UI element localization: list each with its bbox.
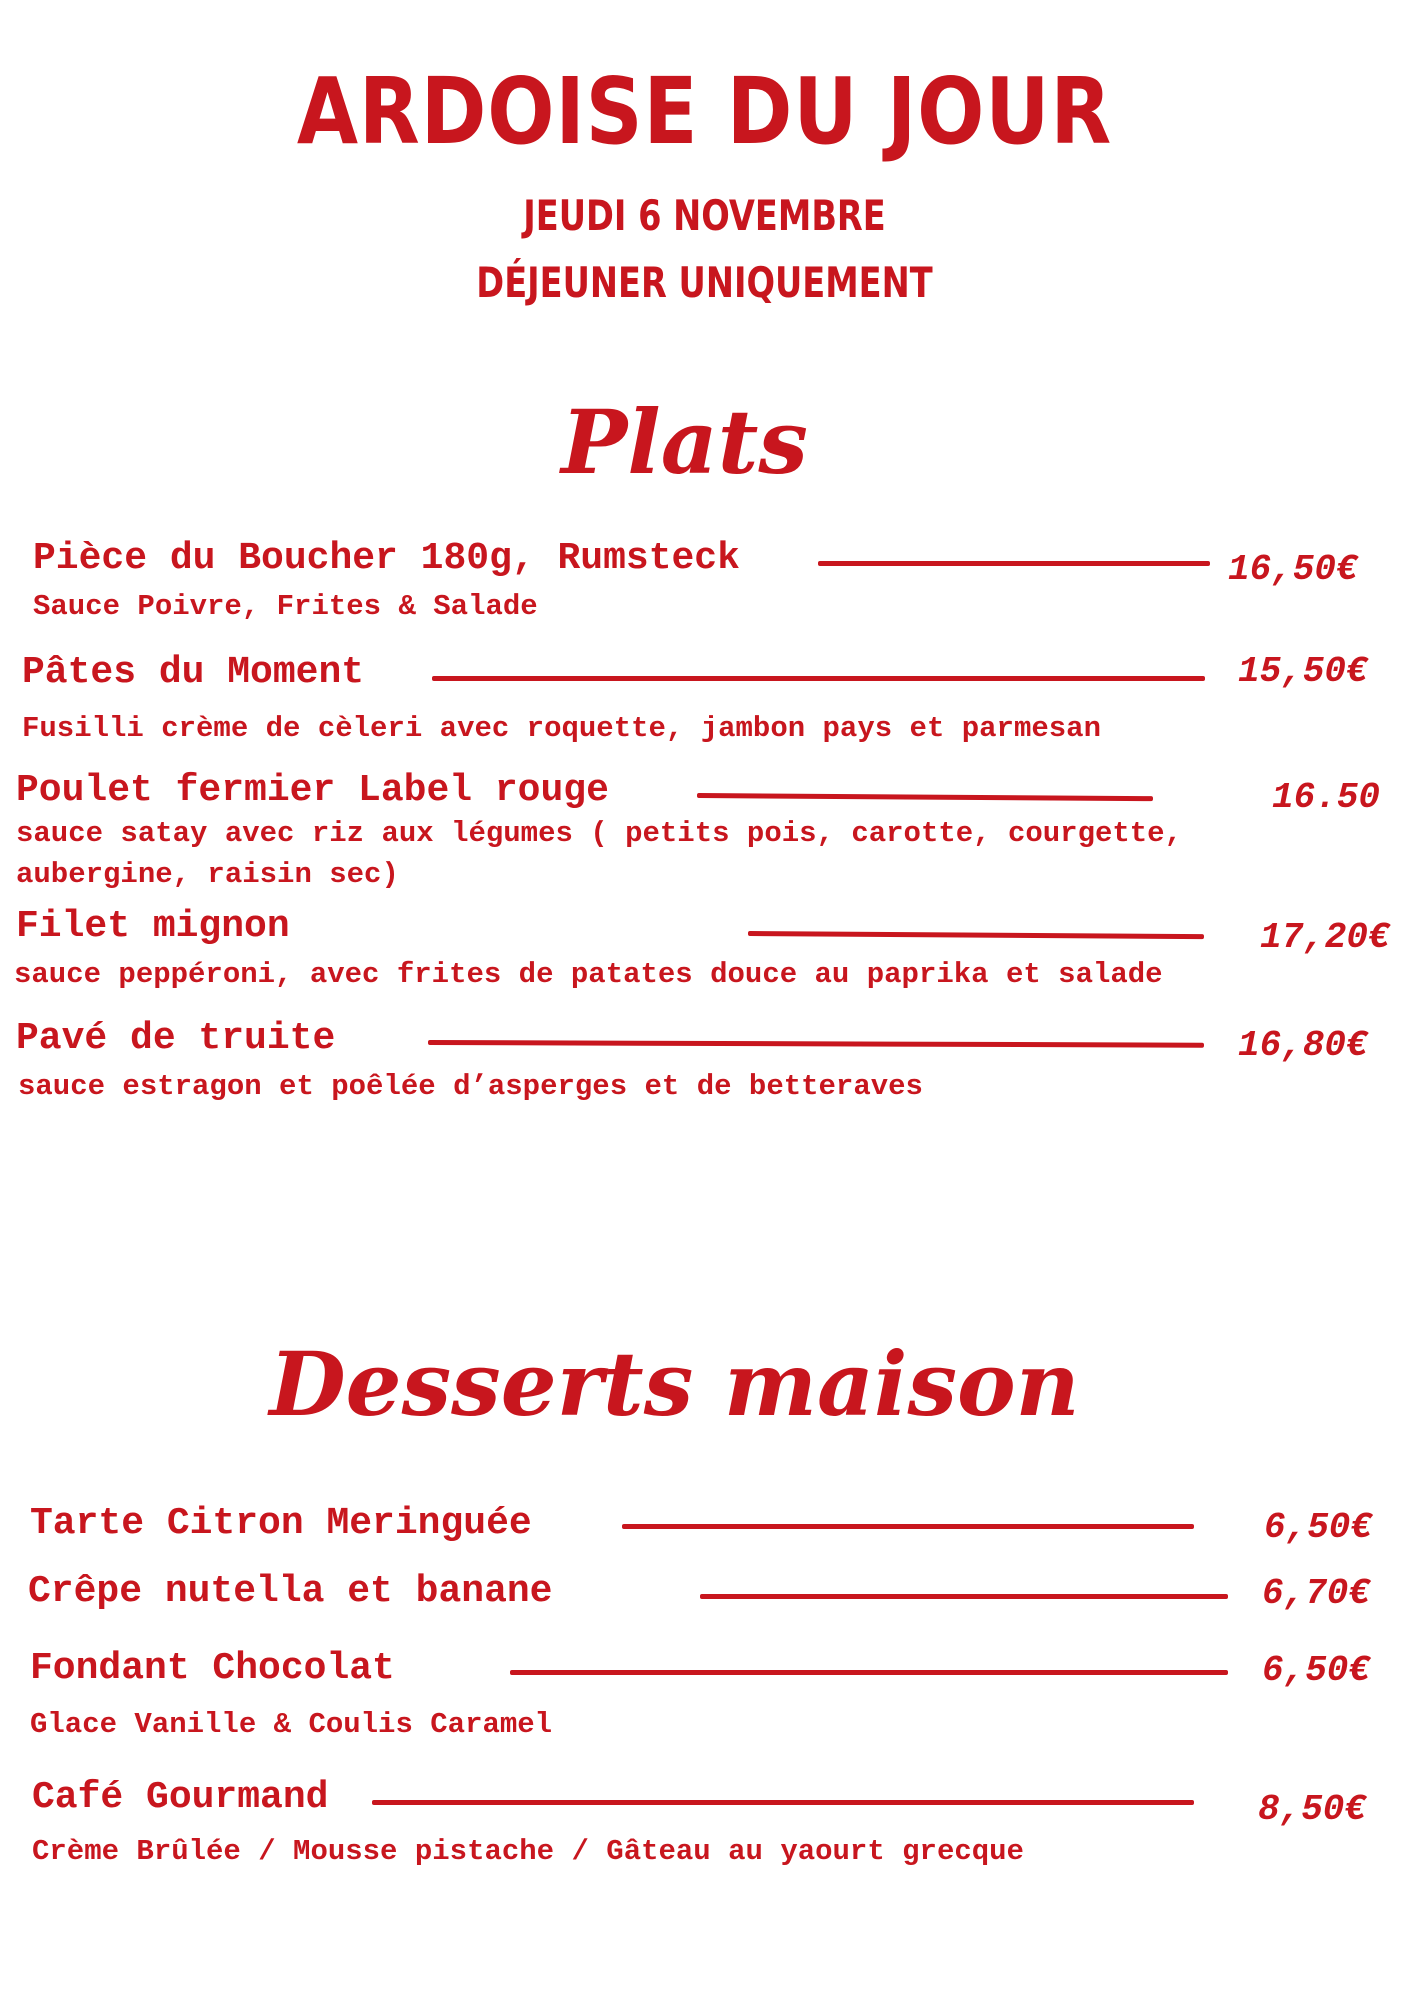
dessert-price: 6,50€ (1264, 1507, 1373, 1548)
dish-name: Pâtes du Moment (22, 651, 365, 694)
dish-description: Fusilli crème de cèleri avec roquette, jambon pays et parmesan (22, 712, 1101, 745)
plats-heading: Plats (561, 390, 808, 494)
dish-description-line: sauce satay avec riz aux légumes ( petits pois, carotte, courgette, (16, 817, 1182, 850)
dish-price: 16.50 (1272, 777, 1381, 818)
dessert-price: 8,50€ (1258, 1789, 1367, 1830)
price-leader-line (428, 1040, 1204, 1048)
dish-price: 17,20€ (1260, 917, 1390, 958)
price-leader-line (818, 561, 1210, 566)
dish-description-line: aubergine, raisin sec) (16, 858, 399, 891)
price-leader-line (700, 1594, 1228, 1599)
price-leader-line (372, 1800, 1194, 1805)
dish-description: sauce estragon et poêlée d’asperges et de betteraves (18, 1070, 923, 1103)
dessert-name: Crêpe nutella et banane (28, 1570, 553, 1613)
dessert-name: Café Gourmand (32, 1776, 329, 1819)
price-leader-line (622, 1524, 1194, 1529)
price-leader-line (510, 1670, 1228, 1675)
dish-price: 15,50€ (1238, 651, 1368, 692)
dish-name: Filet mignon (16, 905, 290, 948)
dish-name: Pièce du Boucher 180g, Rumsteck (33, 537, 740, 580)
dessert-description: Glace Vanille & Coulis Caramel (30, 1708, 553, 1741)
dessert-price: 6,50€ (1262, 1650, 1371, 1691)
desserts-heading: Desserts maison (269, 1332, 1080, 1436)
price-leader-line (432, 676, 1205, 681)
dish-price: 16,80€ (1238, 1025, 1368, 1066)
dish-description: sauce peppéroni, avec frites de patates douce au paprika et salade (14, 958, 1163, 991)
dessert-price: 6,70€ (1262, 1573, 1371, 1614)
menu-date: JEUDI 6 NOVEMBRE (523, 191, 886, 240)
dessert-name: Tarte Citron Meringuée (30, 1502, 532, 1545)
dessert-description: Crème Brûlée / Mousse pistache / Gâteau au yaourt grecque (32, 1835, 1024, 1868)
dish-name: Poulet fermier Label rouge (16, 769, 609, 812)
price-leader-line (748, 931, 1204, 939)
dish-price: 16,50€ (1228, 549, 1358, 590)
dessert-name: Fondant Chocolat (30, 1647, 395, 1690)
menu-service: DÉJEUNER UNIQUEMENT (476, 258, 933, 307)
dish-name: Pavé de truite (16, 1017, 336, 1060)
menu-title: ARDOISE DU JOUR (296, 58, 1113, 165)
price-leader-line (697, 793, 1153, 801)
dish-description: Sauce Poivre, Frites & Salade (33, 590, 538, 623)
